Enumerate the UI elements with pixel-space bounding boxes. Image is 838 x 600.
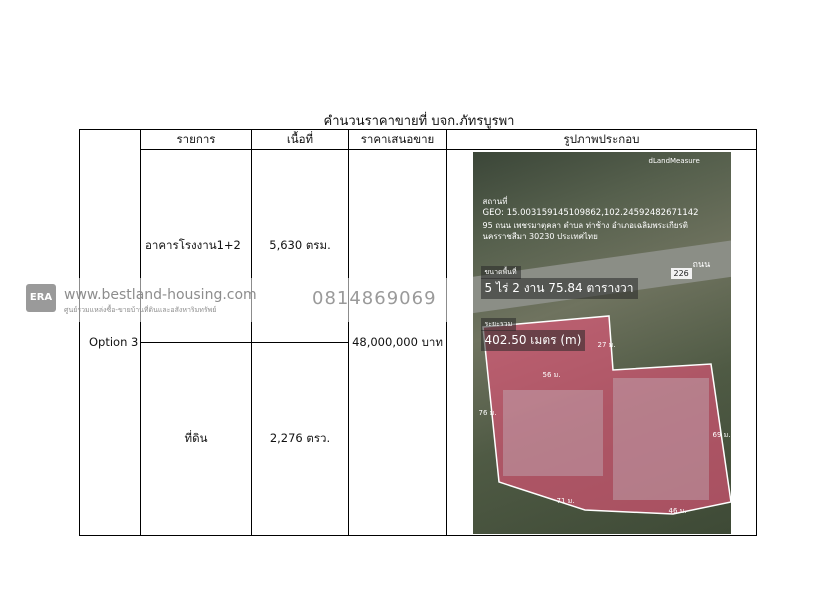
row-area-land: 2,276 ตรว. [252, 343, 349, 536]
watermark-url: www.bestland-housing.com [64, 287, 257, 303]
option-label: Option 3 [80, 150, 141, 536]
road-label: ถนน [692, 260, 711, 270]
price-table [79, 129, 757, 536]
edge-label: 76 ม. [478, 409, 497, 417]
row-item-land: ที่ดิน [141, 343, 252, 536]
address-line-1: 95 ถนน เพชรมาตุคลา ตำบล ท่าช้าง อำเภอเฉลิมพระเกียรติ [482, 221, 688, 230]
area-value: 5 ไร่ 2 งาน 75.84 ตารางวา [481, 278, 638, 299]
header-item: รายการ [141, 130, 252, 150]
header-image: รูปภาพประกอบ [447, 130, 757, 150]
row-area-building: 5,630 ตรม. [252, 150, 349, 343]
area-label: ขนาดพื้นที่ [481, 266, 521, 279]
offer-price: 48,000,000 บาท [349, 150, 447, 536]
photo-cell [447, 150, 757, 536]
row-item-building: อาคารโรงงาน1+2 [141, 150, 252, 343]
edge-label: 69 ม. [712, 431, 731, 439]
era-logo: ERA [26, 284, 56, 312]
watermark-tagline: ศูนย์รวมแหล่งซื้อ-ขายบ้านที่ดินและอสังหาริมทรัพย์ [64, 306, 217, 314]
location-label: สถานที่ [482, 197, 508, 206]
road-number: 226 [671, 268, 692, 279]
edge-label: 56 ม. [542, 371, 561, 379]
page-title: คำนวนราคาขายที่ บจก.ภัทรบูรพา [323, 114, 515, 129]
app-logo: dLandMeasure [648, 157, 700, 165]
distance-label: ระยะรวม [481, 318, 517, 331]
watermark-phone: 0814869069 [312, 288, 437, 309]
address-line-2: นครราชสีมา 30230 ประเทศไทย [482, 232, 598, 241]
header-price: ราคาเสนอขาย [349, 130, 447, 150]
edge-label: 46 ม. [668, 507, 687, 515]
distance-value: 402.50 เมตร (m) [481, 330, 586, 351]
header-area: เนื้อที่ [252, 130, 349, 150]
option-header-cell [80, 130, 141, 150]
header-row [80, 130, 757, 150]
satellite-photo [473, 152, 731, 534]
geo-text: GEO: 15.003159145109862,102.24592482671142 [482, 208, 699, 218]
edge-label: 27 ม. [597, 341, 616, 349]
edge-label: 71 ม. [556, 497, 575, 505]
